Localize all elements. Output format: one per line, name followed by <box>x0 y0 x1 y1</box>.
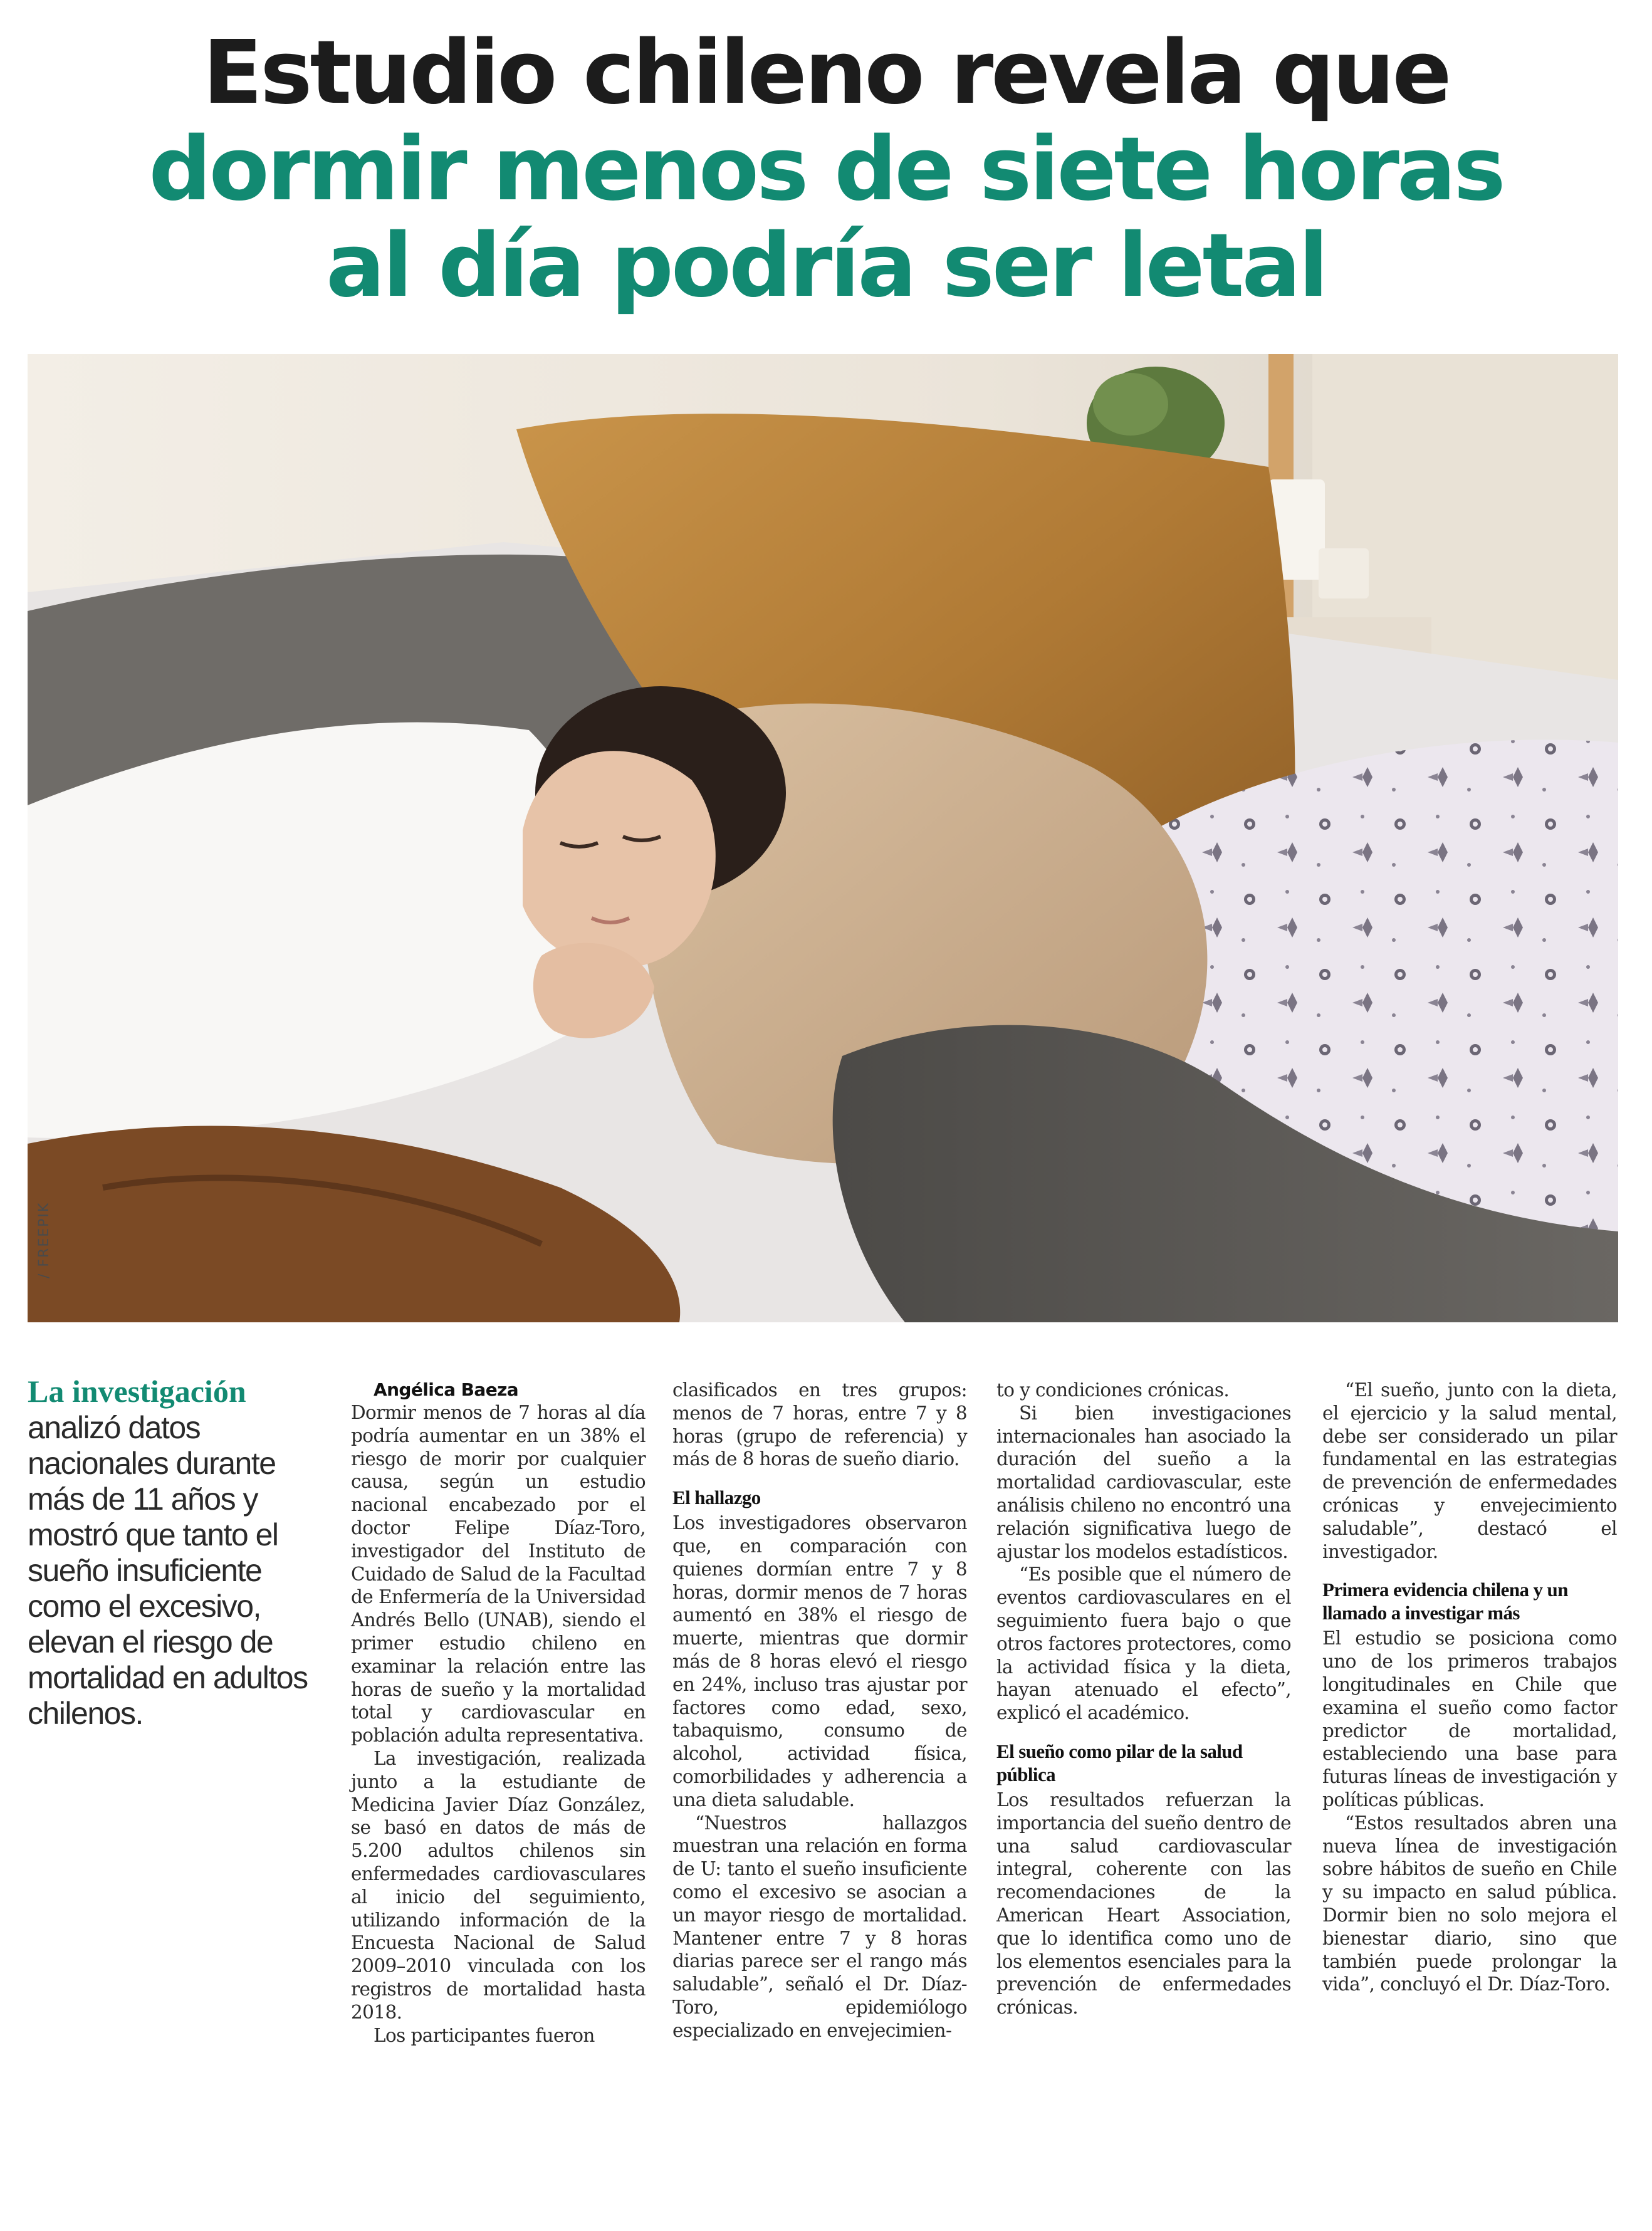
author-byline: Angélica Baeza <box>374 1379 519 1400</box>
paragraph: “Es posible que el número de eventos cardiovasculares en el seguimiento fuera bajo o que otros factores protectores, como la actividad física y la dieta, hayan atenuado el efecto”, explicó el académico. <box>996 1564 1291 1724</box>
subheading-pilar: El sueño como pilar de la salud pública <box>996 1740 1243 1785</box>
paragraph: Los participantes fueron <box>374 2024 595 2046</box>
article-column-4 <box>1322 1379 1617 1996</box>
article-column-3 <box>996 1379 1291 2019</box>
article-column-1 <box>351 1379 646 2047</box>
paragraph: “Nuestros hallazgos muestran una relación en forma de U: tanto el sueño insuficiente como el excesivo se asocian a un mayor riesgo de mortalidad. Mantener entre 7 y 8 horas diarias parece ser el rango más saludable”, señaló el Dr. Díaz-Toro, epidemiólogo especializado en envejecimien- <box>672 1812 967 2041</box>
paragraph: La investigación, realizada junto a la estudiante de Medicina Javier Díaz González, se basó en datos de más de 5.200 adultos chilenos sin enfermedades cardiovasculares al inicio del seguimiento, utilizando información de la Encuesta Nacional de Salud 2009–2010 vinculada con los registros de mortalidad hasta 2018. <box>351 1747 646 2023</box>
lead-kicker: La investigación <box>28 1374 246 1409</box>
paragraph: “Estos resultados abren una nueva línea de investigación sobre hábitos de sueño en Chile y su impacto en salud pública. Dormir bien no solo mejora el bienestar diario, sino que también puede prolongar la vida”, concluyó el Dr. Díaz-Toro. <box>1322 1812 1617 1995</box>
headline <box>25 22 1627 317</box>
photo-credit: / FREEPIK <box>36 1201 52 1278</box>
subheading-primera-evidencia: Primera evidencia chilena y un llamado a investigar más <box>1322 1579 1568 1624</box>
paragraph: Los resultados refuerzan la importancia del sueño dentro de una salud cardiovascular integral, coherente con las recomendaciones de la American Heart Association, que lo identifica como uno de los elementos esenciales para la prevención de enfermedades crónicas. <box>996 1789 1291 2019</box>
subheading-el-hallazgo: El hallazgo <box>672 1486 761 1509</box>
paragraph: Dormir menos de 7 horas al día podría aumentar en un 38% el riesgo de morir por cualquier causa, según un estudio nacional encabezado por el doctor Felipe Díaz-Toro, investigador del Instituto de Cuidado de Salud de la Facultad de Enfermería de la Universidad Andrés Bello (UNAB), siendo el primer estudio chileno en examinar la relación entre las horas de sueño y la mortalidad total y cardiovascular en población adulta representativa. <box>351 1402 646 1747</box>
headline-line-2: dormir menos de siete horas <box>149 118 1503 221</box>
paragraph: Los investigadores observaron que, en comparación con quienes dormían entre 7 y 8 horas, dormir menos de 7 horas aumentó en 38% el riesgo de muerte, mientras que dormir más de 8 horas elevó el riesgo en 24%, incluso tras ajustar por factores como edad, sexo, tabaquismo, consumo de alcohol, actividad física, comorbilidades y adherencia a una dieta saludable. <box>672 1512 967 1810</box>
lead-body: analizó datos nacionales durante más de 11 años y mostró que tanto el sueño insuficiente como el excesivo, elevan el riesgo de mortalidad en adultos chilenos. <box>28 1410 308 1731</box>
sleeping-woman-illustration <box>28 354 1618 1322</box>
paragraph: to y condiciones crónicas. <box>996 1379 1230 1401</box>
paragraph: Si bien investigaciones internacionales han asociado la duración del sueño a la mortalidad cardiovascular, este análisis chileno no encontró una relación significativa luego de ajustar los modelos estadísticos. <box>996 1402 1291 1562</box>
article-column-2 <box>672 1379 967 2042</box>
paragraph: “El sueño, junto con la dieta, el ejercicio y la salud mental, debe ser considerado un pilar fundamental en las estrategias de prevención de enfermedades crónicas y envejecimiento saludable”, destacó el investigador. <box>1322 1379 1617 1562</box>
article-photo <box>28 354 1618 1322</box>
paragraph: El estudio se posiciona como uno de los primeros trabajos longitudinales en Chile que examina el sueño como factor predictor de mortalidad, estableciendo una base para futuras líneas de investigación y políticas públicas. <box>1322 1628 1617 1810</box>
headline-line-3: al día podría ser letal <box>326 215 1326 317</box>
headline-line-1: Estudio chileno revela que <box>202 22 1450 124</box>
paragraph: clasificados en tres grupos: menos de 7 horas, entre 7 y 8 horas (grupo de referencia) y más de 8 horas de sueño diario. <box>672 1379 967 1470</box>
lead-text <box>28 1372 319 1732</box>
